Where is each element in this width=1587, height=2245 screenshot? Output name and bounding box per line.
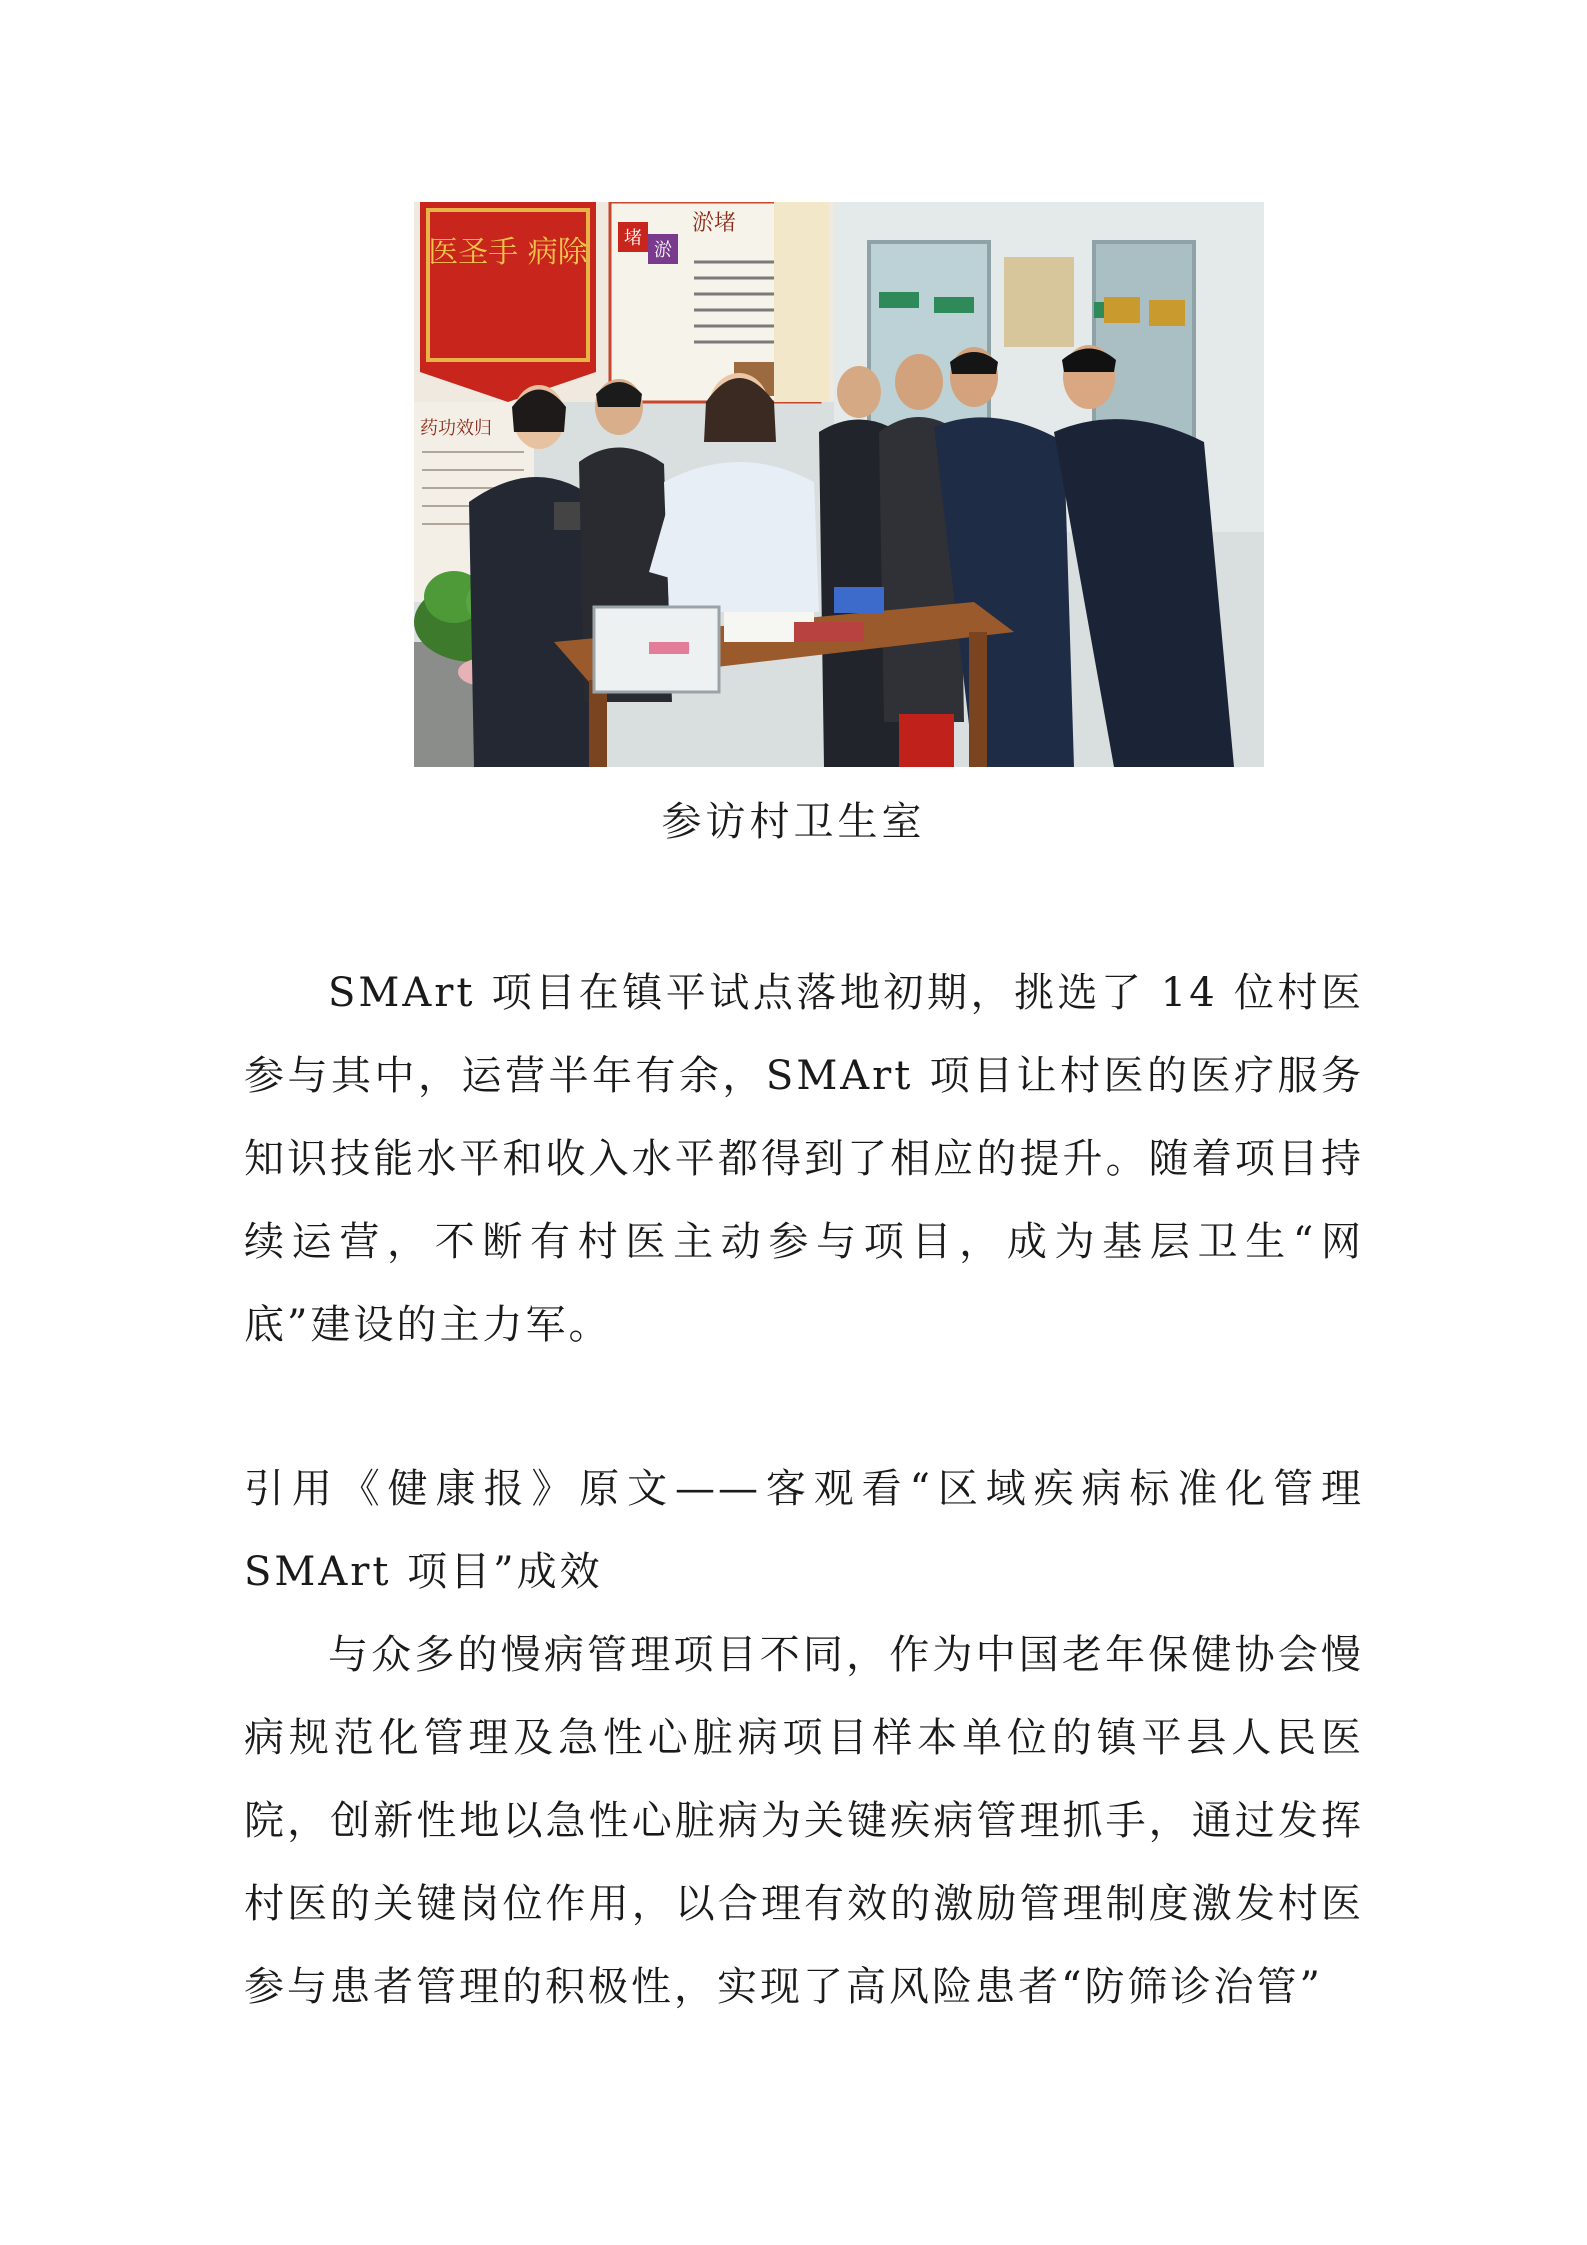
- banner-text: 医圣手 病除: [428, 235, 588, 270]
- board-char-a: 堵: [624, 228, 642, 249]
- photo-illustration: [414, 202, 1264, 767]
- red-banner: [420, 202, 596, 402]
- paragraph-smart-project: SMArt 项目在镇平试点落地初期，挑选了 14 位村医参与其中，运营半年有余，SMArt 项目让村医的医疗服务知识技能水平和收入水平都得到了相应的提升。随着项目持续运营，不断有村医主动参与项目，成为基层卫生“网底”建设的主力军。: [244, 970, 1364, 1348]
- side-board-text: 药功效归: [420, 418, 492, 439]
- paragraph-chronic-disease: 与众多的慢病管理项目不同，作为中国老年保健协会慢病规范化管理及急性心脏病项目样本单位的镇平县人民医院，创新性地以急性心脏病为关键疾病管理抓手，通过发挥村医的关键岗位作用，以合理有效的激励管理制度激发村医参与患者管理的积极性，实现了高风险患者“防筛诊治管”: [244, 1632, 1364, 2010]
- village-clinic-photo: [414, 202, 1264, 767]
- section-heading: 引用《健康报》原文——客观看“区域疾病标准化管理 SMArt 项目”成效: [244, 1466, 1364, 1595]
- board-char-b: 淤: [654, 240, 672, 261]
- board-title: 淤堵: [691, 211, 737, 236]
- photo-caption: 参访村卫生室: [661, 799, 926, 845]
